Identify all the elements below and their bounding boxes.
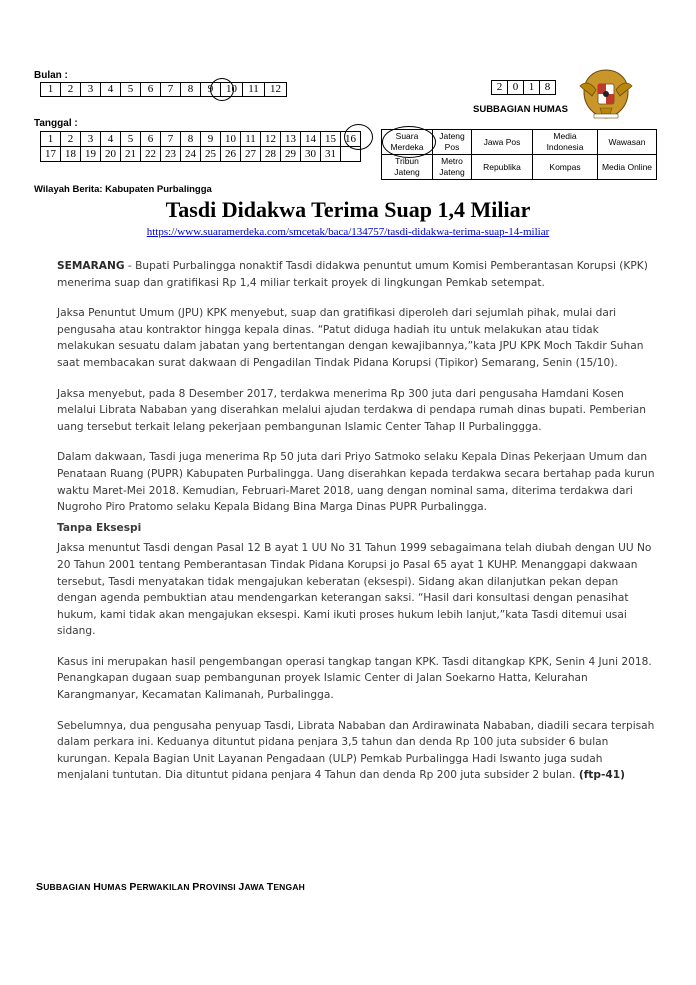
article-paragraph: Dalam dakwaan, Tasdi juga menerima Rp 50 juta dari Priyo Satmoko selaku Kepala Dinas Pekerjaan Umum dan Penataan Ruang (PUPR) Kabupaten Purbalingga. Uang diserahkan kepada terdakwa secara bertahap pada kurun waktu Maret-Mei 2018. Kemudian, Februari-Maret 2018, uang dengan nominal sama, diterima terdakwa dari Nugroho Piro Pratomo selaku Kepala Bidang Bina Marga Dinas PUPR Purbalingga. <box>57 451 655 514</box>
date-cell: 10 <box>221 132 241 147</box>
date-cell: 23 <box>161 147 181 162</box>
month-cell: 8 <box>181 83 201 97</box>
paragraph-text: - Bupati Purbalingga nonaktif Tasdi didakwa penuntut umum Komisi Pemberantasan Korupsi (KPK) menerima suap dan gratifikasi Rp 1,4 miliar terkait proyek di lingkungan Pemkab setempat. <box>57 260 648 289</box>
date-cell: 3 <box>81 132 101 147</box>
date-cell: 15 <box>321 132 341 147</box>
month-cell: 11 <box>243 83 265 97</box>
year-grid <box>491 80 556 95</box>
date-cell: 5 <box>121 132 141 147</box>
footer-word: UBBAGIAN <box>43 882 91 892</box>
date-cell: 20 <box>101 147 121 162</box>
month-cell: 9 <box>201 83 221 97</box>
footer-word: ROVINSI <box>199 882 236 892</box>
footer-word: UMAS <box>100 882 127 892</box>
article-paragraph: Jaksa menyebut, pada 8 Desember 2017, terdakwa menerima Rp 300 juta dari pengusaha Hamdani Kosen melalui Librata Nababan yang diserahkan melalui ajudan terdakwa di pendapa rumah dinas bupati. Pemberian uang tersebut terkait lelang pekerjaan pembangunan Islamic Center Tahap II Purbalinggga. <box>57 387 646 433</box>
media-cell: Kompas <box>533 155 598 180</box>
selected-month-circle <box>210 78 234 101</box>
article-paragraph <box>57 258 657 291</box>
month-cell: 7 <box>161 83 181 97</box>
date-cell: 31 <box>321 147 341 162</box>
month-cell: 6 <box>141 83 161 97</box>
month-grid <box>40 82 287 97</box>
media-cell: Wawasan <box>598 130 657 155</box>
date-cell: 1 <box>41 132 61 147</box>
date-cell: 17 <box>41 147 61 162</box>
article-url-link[interactable]: https://www.suaramerdeka.com/smcetak/baca/134757/tasdi-didakwa-terima-suap-14-miliar <box>146 226 550 238</box>
footer-initial: T <box>266 881 274 893</box>
footer-word: ERWAKILAN <box>136 882 190 892</box>
footer-word: ENGAH <box>273 882 306 892</box>
date-cell: 24 <box>181 147 201 162</box>
footer-initial: H <box>93 881 101 893</box>
wilayah-berita: Wilayah Berita: Kabupaten Purbalingga <box>34 184 212 195</box>
date-cell: 12 <box>261 132 281 147</box>
date-cell: 6 <box>141 132 161 147</box>
tanggal-label: Tanggal : <box>34 118 78 129</box>
month-cell: 3 <box>81 83 101 97</box>
reporter-code: (ftp-41) <box>578 769 625 782</box>
footer-initial: P <box>192 881 200 893</box>
date-cell: 11 <box>241 132 261 147</box>
date-cell: 4 <box>101 132 121 147</box>
year-digit: 8 <box>540 81 556 95</box>
garuda-emblem-icon <box>576 66 636 122</box>
footer-word: AWA <box>244 882 265 892</box>
media-cell: Jateng Pos <box>433 130 472 155</box>
article-subheading: Tanpa Eksespi <box>57 521 142 534</box>
paragraph-text: Sebelumnya, dua pengusaha penyuap Tasdi, Librata Nababan dan Ardirawinata Nababan, diadili secara terpisah dalam perkara ini. Keduanya dituntut pidana penjara 3,5 tahun dan denda Rp 100 juta subsider 6 bulan kurungan. Kepala Bagian Unit Layanan Pengadaan (ULP) Pemkab Purbalingga Hadi Iswanto juga sudah menjalani tuntutan. Dia dituntut pidana penjara 4 Tahun dan denda Rp 200 juta subsider 2 bulan. <box>57 719 655 782</box>
article-paragraph: Kasus ini merupakan hasil pengembangan operasi tangkap tangan KPK. Tasdi ditangkap KPK, Senin 4 Juni 2018. Penangkapan dugaan suap pembangunan proyek Islamic Center di Jalan Soekarno Hatta, Kelurahan Karangmanyar, Kecamatan Kalimanah, Purbalingga. <box>57 655 652 702</box>
dateline: SEMARANG <box>57 260 125 272</box>
month-cell: 2 <box>61 83 81 97</box>
date-cell: 30 <box>301 147 321 162</box>
date-cell: 9 <box>201 132 221 147</box>
media-cell-selected: Suara Merdeka <box>382 130 433 155</box>
media-cell: Republika <box>472 155 533 180</box>
article-paragraph: Jaksa menuntut Tasdi dengan Pasal 12 B ayat 1 UU No 31 Tahun 1999 sebagaimana telah diubah dengan UU No 20 Tahun 2001 tentang Pemberantasan Tindak Pidana Korupsi jo Pasal 65 ayat 1 KUHP. Menanggapi dakwaan tersebut, Tasdi menyatakan tidak mengajukan keberatan (eksespi). Sidang akan dilanjutkan pekan depan dengan agenda pembuktian atau mendengarkan keterangan saksi. “Hasil dari konsultasi dengan penasihat hukum, kami tidak akan mengajukan eksespi. Kami ikuti proses hukum lebih lanjut,”kata Tasdi ditemui usai sidang. <box>57 542 652 638</box>
media-cell: Jawa Pos <box>472 130 533 155</box>
media-cell: Tribun Jateng <box>382 155 433 180</box>
year-digit: 1 <box>524 81 540 95</box>
article-body <box>57 258 657 798</box>
date-cell: 26 <box>221 147 241 162</box>
footer-initial: S <box>36 881 44 893</box>
footer-initial: J <box>238 881 245 893</box>
month-cell: 4 <box>101 83 121 97</box>
date-cell: 7 <box>161 132 181 147</box>
date-cell-selected: 16 <box>341 132 361 147</box>
date-grid <box>40 131 361 162</box>
date-cell: 22 <box>141 147 161 162</box>
bulan-label: Bulan : <box>34 70 68 81</box>
media-cell: Media Online <box>598 155 657 180</box>
date-cell: 27 <box>241 147 261 162</box>
year-digit: 0 <box>508 81 524 95</box>
date-cell: 28 <box>261 147 281 162</box>
date-cell: 2 <box>61 132 81 147</box>
date-cell: 21 <box>121 147 141 162</box>
article-paragraph: Jaksa Penuntut Umum (JPU) KPK menyebut, suap dan gratifikasi diperoleh dari sejumlah pihak, mulai dari pengusaha atau kontraktor hingga kepala dinas. “Patut diduga hadiah itu untuk melakukan atau tidak melakukan sesuatu dalam jabatan yang bertentangan dengan kewajibannya,”kata JPU KPK Moch Takdir Suhan saat membacakan surat dakwaan di Pengadilan Tindak Pidana Korupsi (Tipikor) Semarang, Senin (15/10). <box>57 307 644 369</box>
date-cell: 13 <box>281 132 301 147</box>
month-cell: 1 <box>41 83 61 97</box>
article-title: Tasdi Didakwa Terima Suap 1,4 Miliar <box>165 197 531 222</box>
article-paragraph <box>57 718 657 784</box>
date-cell: 19 <box>81 147 101 162</box>
selected-media-circle <box>382 126 436 158</box>
date-cell: 29 <box>281 147 301 162</box>
month-cell: 5 <box>121 83 141 97</box>
date-cell: 25 <box>201 147 221 162</box>
date-cell: 18 <box>61 147 81 162</box>
date-cell: 8 <box>181 132 201 147</box>
media-cell: Metro Jateng <box>433 155 472 180</box>
year-digit: 2 <box>492 81 508 95</box>
footer-org <box>36 881 305 893</box>
org-label: SUBBAGIAN HUMAS <box>473 104 568 115</box>
selected-date-circle <box>344 124 373 150</box>
month-cell-selected: 10 <box>221 83 243 97</box>
month-cell: 12 <box>265 83 287 97</box>
date-cell: 14 <box>301 132 321 147</box>
media-cell: Media Indonesia <box>533 130 598 155</box>
footer-initial: P <box>129 881 137 893</box>
